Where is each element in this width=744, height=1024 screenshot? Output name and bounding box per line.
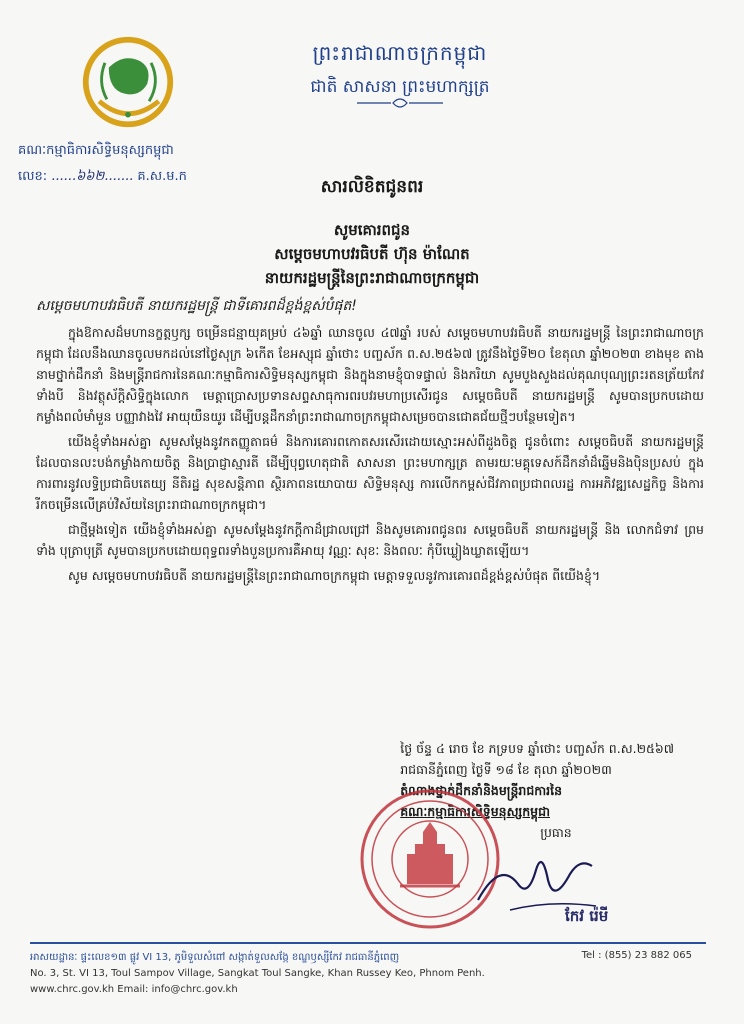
paragraph-3: ជាថ្មីម្តងទៀត យើងខ្ញុំទាំងអស់គ្នា សូមសម្តែងនូវកក្តីកាដ៏ជ្រាលជ្រៅ និងសូមគោរពជូនពរ សម្តេចធិបតី នាយករដ្ឋមន្ត្រី និង លោកជំទាវ ព្រមទាំង បុត្រាបុត្រី សូមបានប្រកបដោយពុទ្ធពរទាំងបួនប្រការគឺអាយុ វណ្ណៈ សុខៈ និងពលៈ កុំបីឃ្លៀងឃ្លាតឡើយ។ <box>36 522 704 558</box>
ref-number: ......៦៦២....... <box>51 169 134 184</box>
addressee-line2: សម្តេចមហាបវរធិបតី ហ៊ុន ម៉ាណែត <box>274 245 470 263</box>
letter-body <box>36 322 704 590</box>
paragraph-2: យើងខ្ញុំទាំងអស់គ្នា សូមសម្តែងនូវកតញ្ញូតាធម៌ និងការគោរពកោតសរសើរដោយស្មោះអស់ពីដួងចិត្ត ជូនចំពោះ សម្តេចធិបតី នាយករដ្ឋមន្ត្រី ដែលបានលះបង់កម្លាំងកាយចិត្ត និងប្រាជ្ញាស្មារតី ដើម្បីបុព្វហេតុជាតិ សាសនា ព្រះមហាក្សត្រ តាមរយៈមគ្គុទេសក៍ដឹកនាំដ៏ឆ្នើមនិងប៉ិនប្រសប់ ក្នុងការពារនូវលទ្ធិប្រជាធិបតេយ្យ នីតិរដ្ឋ សុខសន្តិភាព ស្ថិរភាពនយោបាយ សិទ្ធិមនុស្ស ការលើកកម្ពស់ជីវភាពប្រជាពលរដ្ឋ ការអភិវឌ្ឍសេដ្ឋកិច្ច និងការរីកចម្រើនលើគ្រប់វិស័យនៃព្រះរាជាណាចក្រកម្ពុជា។ <box>36 434 704 512</box>
chrc-logo-icon <box>80 34 176 130</box>
ref-suffix: គ.ស.ម.ក <box>137 169 187 184</box>
org-name: គណៈកម្មាធិការសិទ្ធិមនុស្សកម្ពុជា <box>18 143 174 158</box>
addressee-line3: នាយករដ្ឋមន្ត្រីនៃព្រះរាជាណាចក្រកម្ពុជា <box>264 269 480 287</box>
sign-role: ប្រធាន <box>540 825 572 840</box>
addressee-line1: សូមគោរពជូន <box>333 221 411 239</box>
footer-address-km: អាសយដ្ឋានៈ ផ្ទះលេខ១៣ ផ្លូវ VI 13, ភូមិទួលសំពៅ សង្កាត់ទួលសង្កែ ខណ្ឌឫស្សីកែវ រាជធានីភ្នំពេញ <box>30 952 400 963</box>
sign-title: តំណាងថ្នាក់ដឹកនាំនិងមន្ត្រីរាជការនៃ <box>400 783 563 798</box>
footer-divider <box>30 942 706 944</box>
addressee-block <box>0 218 744 290</box>
lunar-date: ថ្ងៃ ច័ន្ទ ៤ រោច ខែ ភទ្របទ ឆ្នាំថោះ បញ្ចស័ក ព.ស.២៥៦៧ <box>400 741 674 756</box>
document-title: សារលិខិតជូនពរ <box>320 177 424 197</box>
salutation: សម្តេចមហាបវរធិបតី នាយករដ្ឋមន្ត្រី ជាទីគោរពដ៏ខ្ពង់ខ្ពស់បំផុត! <box>36 298 357 314</box>
paragraph-1: ក្នុងឱកាសដ៏មហានក្ខត្តឫក្ស ចម្រើនជន្មាយុគម្រប់ ៤៦ឆ្នាំ ឈានចូល ៤៧ឆ្នាំ របស់ សម្តេចមហាបវរធិបតី នាយករដ្ឋមន្ត្រី នៃព្រះរាជាណាចក្រកម្ពុជា ដែលនឹងឈានចូលមកដល់នៅថ្ងៃសុក្រ ៦កើត ខែអស្សុជ ឆ្នាំថោះ បញ្ចស័ក ព.ស.២៥៦៧ ត្រូវនឹងថ្ងៃទី២០ ខែតុលា ឆ្នាំ២០២៣ ខាងមុខ តាងនាមថ្នាក់ដឹកនាំ និងមន្ត្រីរាជការនៃគណៈកម្មាធិការសិទ្ធិមនុស្សកម្ពុជា និងក្នុងនាមខ្ញុំបាទផ្ទាល់ និងភរិយា សូមបួងសួងដល់គុណបុណ្យព្រះរតនត្រ័យកែវទាំងបី និងវត្ថុស័ក្តិសិទ្ធិក្នុងលោក មេត្តាប្រោសប្រទានសព្ទសាធុការពរបវរមហាប្រសើរជូន សម្តេចធិបតី នាយករដ្ឋមន្ត្រី សូមបានប្រកបដោយកម្លាំងពលំមាំមួន បញ្ញាវាងវៃ អាយុយឺនយូរ ដើម្បីបន្តដឹកនាំព្រះរាជាណាចក្រកម្ពុជាសម្រេចបានជោគជ័យថ្មីៗបន្ថែមទៀត។ <box>36 325 704 424</box>
kingdom-line1: ព្រះរាជាណាចក្រកម្ពុជា <box>312 41 488 65</box>
paragraph-4: សូម សម្តេចមហាបវរធិបតី នាយករដ្ឋមន្ត្រីនៃព្រះរាជាណាចក្រកម្ពុជា មេត្តាទទួលនូវការគោរពដ៏ខ្ពង់ខ្ពស់បំផុត ពីយើងខ្ញុំ។ <box>68 568 601 583</box>
ref-prefix: លេខ: <box>18 169 48 184</box>
footer-address-en: No. 3, St. VI 13, Toul Sampov Village, Sangkat Toul Sangke, Khan Russey Keo, Phnom Penh. <box>30 968 485 979</box>
kingdom-motto <box>250 40 550 101</box>
footer <box>30 950 485 998</box>
kingdom-line2: ជាតិ សាសនា ព្រះមហាក្សត្រ <box>310 77 490 97</box>
sign-department: គណៈកម្មាធិការសិទ្ធិមនុស្សកម្ពុជា <box>400 804 550 819</box>
footer-web-email: www.chrc.gov.kh Email: info@chrc.gov.kh <box>30 984 238 995</box>
solar-date: រាជធានីភ្នំពេញ ថ្ងៃទី ១៨ ខែ តុលា ឆ្នាំ២០២៣ <box>400 762 612 777</box>
ornament-icon <box>355 96 445 110</box>
signer-name: កែវ រ៉េមី <box>565 907 609 925</box>
footer-telephone: Tel : (855) 23 882 065 <box>581 950 692 961</box>
